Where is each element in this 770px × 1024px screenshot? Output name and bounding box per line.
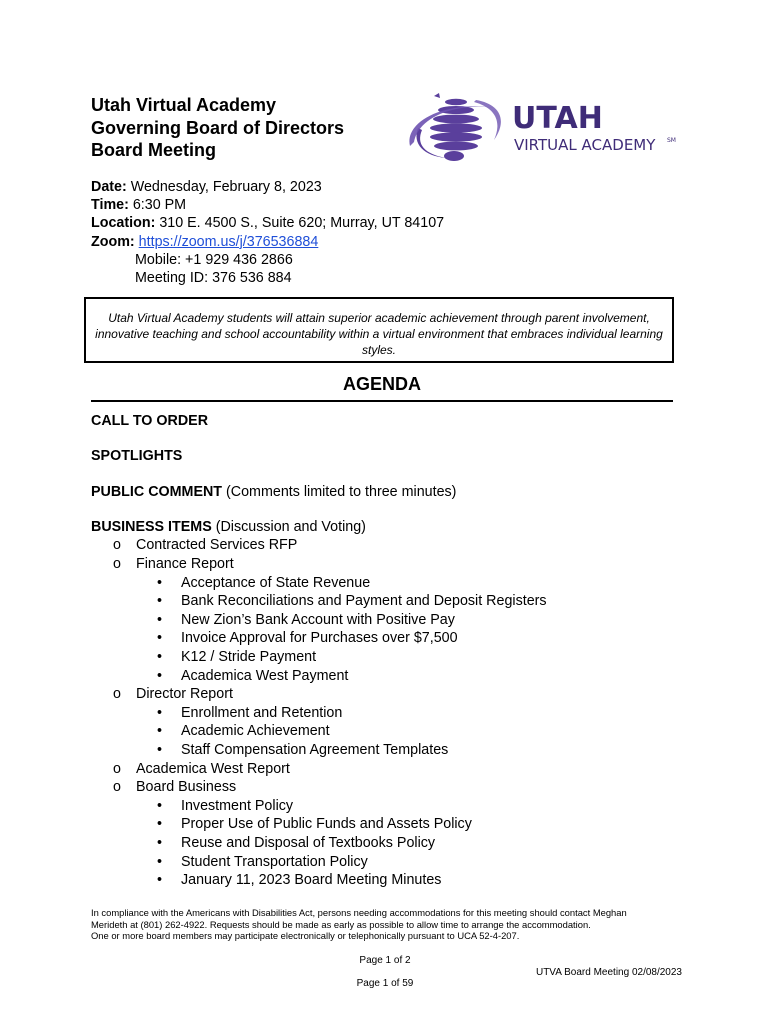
time-row <box>91 196 444 214</box>
title-line-board: Governing Board of Directors <box>91 117 345 138</box>
agenda-bullet-item: • Bank Reconciliations and Payment and Deposit Registers <box>157 593 547 610</box>
bullet-icon: • <box>157 853 163 870</box>
ada-notice-line: Merideth at (801) 262-4922. Requests should be made as early as possible to allow time to arrange the accommodation. <box>91 918 591 930</box>
document-reference: UTVA Board Meeting 02/08/2023 <box>535 967 682 978</box>
business-items <box>91 518 547 537</box>
agenda-heading: AGENDA <box>342 374 421 394</box>
bullet-icon: • <box>157 816 163 833</box>
agenda-bullet-item: • Enrollment and Retention <box>157 704 343 721</box>
logo-word-virtual-academy: VIRTUAL ACADEMY <box>514 136 656 154</box>
ada-notice <box>91 907 627 942</box>
public-comment <box>91 483 547 502</box>
ada-notice-line: In compliance with the Americans with Disabilities Act, persons needing accommodations for this meeting should contact Meghan <box>91 907 627 918</box>
agenda-bullet-item: • Academica West Payment <box>157 667 349 684</box>
circle-bullet-icon: o <box>113 686 121 703</box>
agenda-bullet-item: • New Zion’s Bank Account with Positive Pay <box>157 611 455 628</box>
agenda-bullet-item: • January 11, 2023 Board Meeting Minutes <box>157 872 442 889</box>
zoom-label: Zoom: <box>91 233 135 250</box>
time-label: Time: <box>91 197 129 214</box>
agenda-sub-item: o Director Report <box>113 686 233 703</box>
utah-virtual-academy-logo <box>404 92 694 166</box>
agenda-bullet-item: • Reuse and Disposal of Textbooks Policy <box>157 834 436 851</box>
packet-page-number: Page 1 of 59 <box>356 978 414 989</box>
bullet-icon: • <box>157 667 163 684</box>
date-label: Date: <box>91 179 127 195</box>
zoom-link[interactable]: https://zoom.us/j/376536884 <box>138 233 319 250</box>
circle-bullet-icon: o <box>113 760 121 777</box>
logo-sm-mark: SM <box>667 137 676 144</box>
bullet-icon: • <box>157 611 163 628</box>
agenda-list <box>91 412 547 890</box>
agenda-bullet-item: • Invoice Approval for Purchases over $7,500 <box>157 630 458 647</box>
location-value: 310 E. 4500 S., Suite 620; Murray, UT 84107 <box>155 215 445 232</box>
spotlights: SPOTLIGHTS <box>91 448 183 465</box>
business-items-title: BUSINESS ITEMS <box>91 518 212 535</box>
dome-icon <box>430 93 482 161</box>
bullet-icon: • <box>157 630 163 647</box>
agenda-bullet-item: • K12 / Stride Payment <box>157 649 317 665</box>
location-row <box>91 214 444 232</box>
bullet-icon: • <box>157 723 163 740</box>
agenda-divider <box>91 400 673 402</box>
date-row <box>91 178 444 196</box>
business-items-note: (Discussion and Voting) <box>211 518 366 535</box>
circle-bullet-icon: o <box>113 779 121 796</box>
bullet-icon: • <box>157 797 163 814</box>
bullet-icon: • <box>157 649 163 665</box>
mission-statement: Utah Virtual Academy students will attain superior academic achievement through parent involvement, innovative teaching and school accountability within a virtual environment that embraces individual learning styles. <box>84 297 674 363</box>
agenda-sub-item: o Academica West Report <box>113 760 290 777</box>
mobile-number: Mobile: +1 929 436 2866 <box>135 251 293 268</box>
public-comment-note: (Comments limited to three minutes) <box>222 483 457 500</box>
agenda-sub-item: o Finance Report <box>113 556 234 573</box>
agenda-bullet-item: • Student Transportation Policy <box>157 853 368 870</box>
agenda-bullet-item: • Academic Achievement <box>157 723 330 740</box>
bullet-icon: • <box>157 741 163 758</box>
agenda-sub-item: o Contracted Services RFP <box>113 537 298 554</box>
title-line-org: Utah Virtual Academy <box>91 95 277 115</box>
document-title <box>91 94 391 162</box>
page-number: Page 1 of 2 <box>359 955 411 966</box>
public-comment-title: PUBLIC COMMENT <box>91 483 223 500</box>
circle-bullet-icon: o <box>113 556 121 573</box>
circle-bullet-icon: o <box>113 537 121 554</box>
ada-notice-line: One or more board members may participate electronically or telephonically pursuant to UCA 52-4-207. <box>91 930 520 942</box>
meeting-details <box>91 178 444 287</box>
bullet-icon: • <box>157 593 163 610</box>
date-value: Wednesday, February 8, 2023 <box>126 179 322 195</box>
agenda-bullet-item: • Investment Policy <box>157 797 294 814</box>
agenda-bullet-item: • Acceptance of State Revenue <box>157 574 371 591</box>
zoom-row <box>91 233 444 251</box>
agenda-bullet-item: • Staff Compensation Agreement Templates <box>157 741 449 758</box>
title-line-meeting: Board Meeting <box>91 140 217 160</box>
location-label: Location: <box>91 215 156 232</box>
time-value: 6:30 PM <box>128 197 187 214</box>
bullet-icon: • <box>157 574 163 591</box>
bullet-icon: • <box>157 834 163 851</box>
logo-word-utah: UTAH <box>512 101 603 136</box>
bullet-icon: • <box>157 704 163 721</box>
meeting-id: Meeting ID: 376 536 884 <box>135 270 292 287</box>
bullet-icon: • <box>157 872 163 889</box>
agenda-sub-item: o Board Business <box>113 779 237 796</box>
agenda-bullet-item: • Proper Use of Public Funds and Assets Policy <box>157 816 472 833</box>
call-to-order: CALL TO ORDER <box>91 413 209 429</box>
